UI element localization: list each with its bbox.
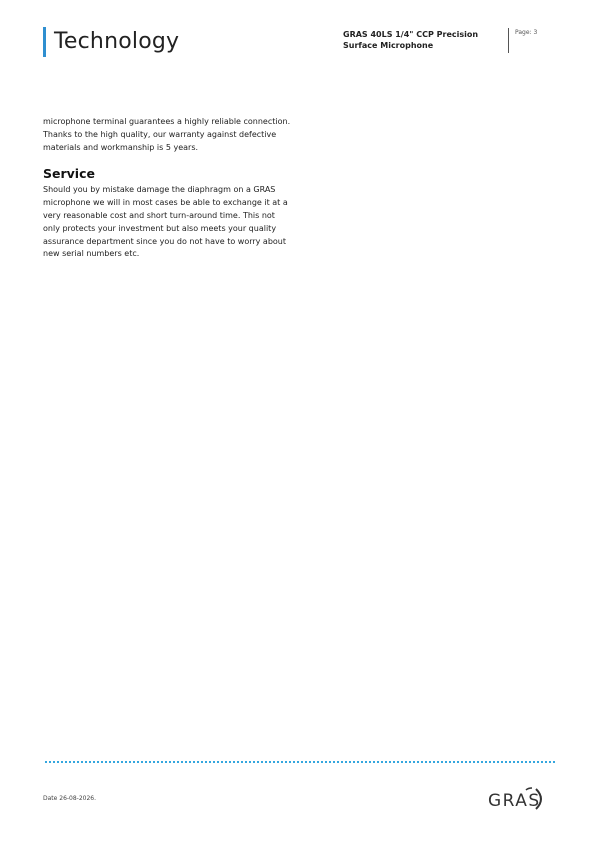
logo-text: GRAS <box>488 791 541 811</box>
header-accent-bar <box>43 27 46 57</box>
section-title: Technology <box>54 29 180 54</box>
logo-accent <box>526 788 532 790</box>
paragraph-service: Should you by mistake damage the diaphragm on a GRAS microphone we will in most cases be able to exchange it at a very reasonable cost and short turn-around time. This not only protects your investment but also meets your quality assurance department since you do not have to worry about new serial numbers etc. <box>43 185 288 259</box>
footer-date: Date 26-08-2026. <box>43 795 97 802</box>
footer-dotted-divider <box>45 761 555 763</box>
page-number: Page: 3 <box>515 29 538 36</box>
product-title: GRAS 40LS 1/4" CCP Precision Surface Microphone <box>343 30 479 50</box>
service-heading: Service <box>43 166 95 182</box>
gras-logo <box>486 784 548 814</box>
main-content <box>43 116 293 261</box>
header-divider <box>508 28 509 53</box>
paragraph-warranty: microphone terminal guarantees a highly reliable connection. Thanks to the high quality, our warranty against defective materials and workmanship is 5 years. <box>43 117 291 152</box>
